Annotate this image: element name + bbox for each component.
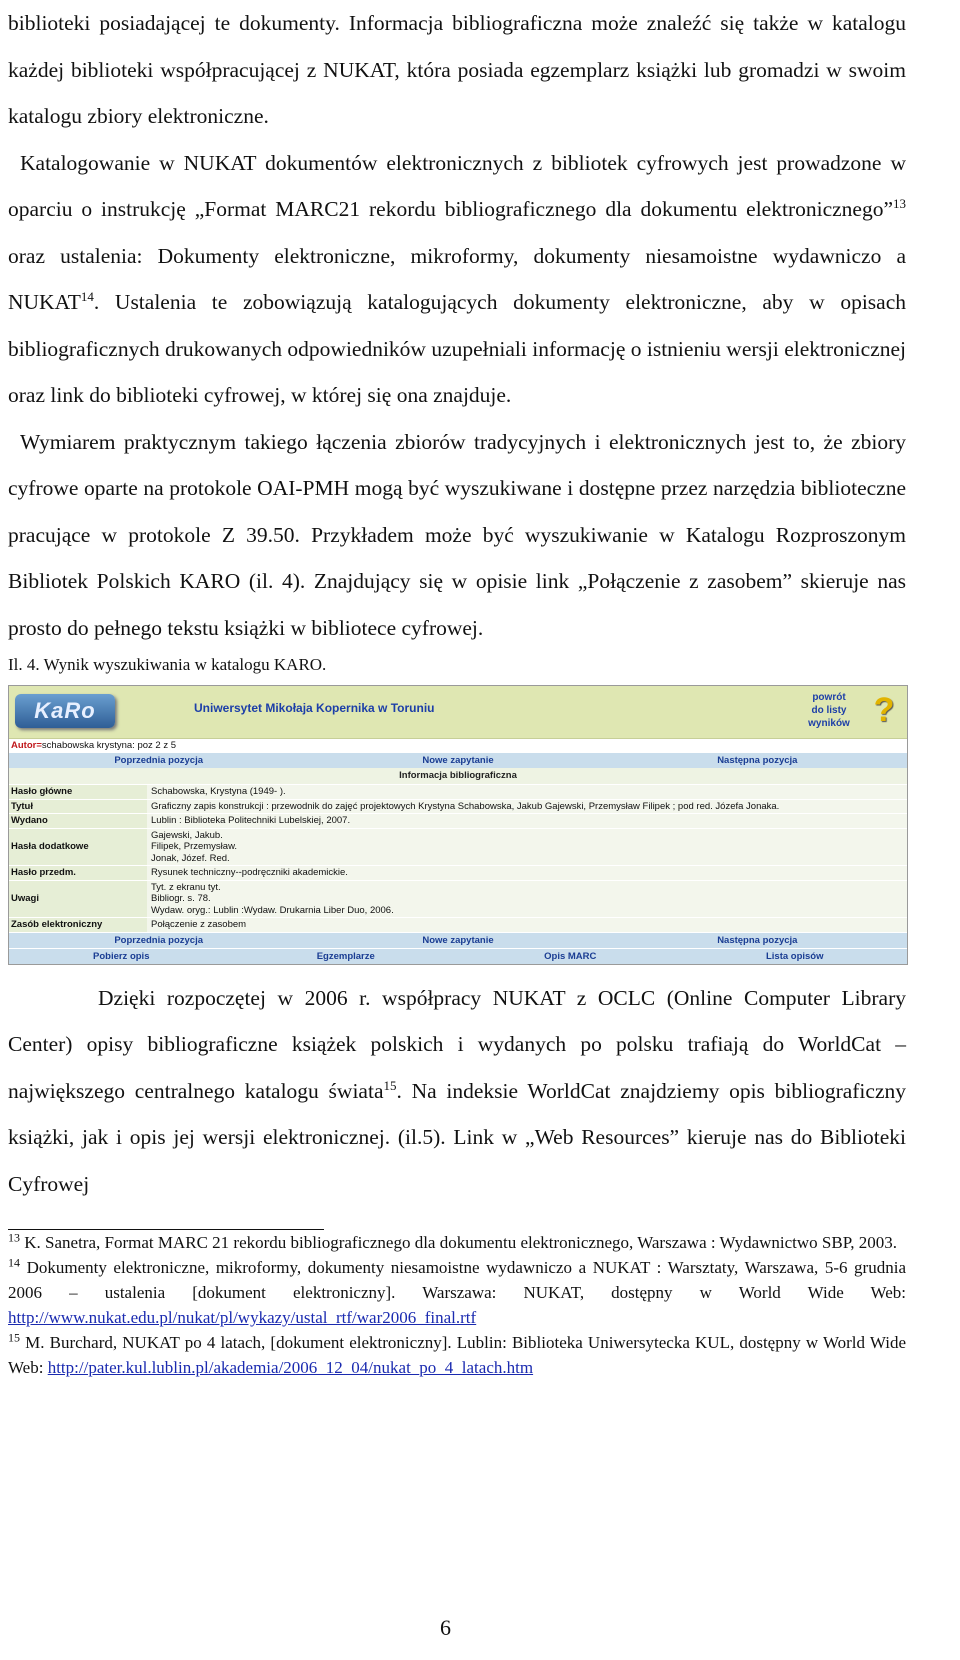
paragraph-1: biblioteki posiadającej te dokumenty. Informacja bibliograficzna może znaleźć się także w katalogu każdej biblioteki współpracującej z NUKAT, która posiada egzemplarz książki lub gromadzi w swoim katalogu zbiory elektroniczne. (8, 11, 906, 128)
paragraph-4: Dzięki rozpoczętej w 2006 r. współpracy NUKAT z OCLC (Online Computer Library Center) opisy bibliograficzne książek polskich i wydanych po polsku trafiają do WorldCat – największego centralnego katalogu świata$^{15}$. Na indeksie WorldCat znajdziemy opis bibliograficzny książki, jak i opis jej wersji elektronicznej. (il.5). Link w „Web Resources” kieruje nas do Biblioteki Cyfrowej (8, 985, 906, 1196)
karo-university-title: Uniwersytet Mikołaja Kopernika w Toruniu (194, 701, 435, 715)
record-field-line: Rysunek techniczny--podręczniki akademickie. (151, 867, 348, 878)
footnote-ref-14[interactable]: 14 (80, 288, 94, 304)
record-field-line: Połączenie z zasobem (151, 919, 247, 930)
record-field-value (147, 814, 907, 828)
record-field-label: Hasła dodatkowe (9, 829, 147, 866)
record-field-label: Zasób elektroniczny (9, 918, 147, 932)
paragraph-3: Wymiarem praktycznym takiego łączenia zbiorów tradycyjnych i elektronicznych jest to, że zbiory cyfrowe oparte na protokole OAI-PMH mogą być wyszukiwane i dostępne przez narzędzia biblioteczne pracujące w protokole Z 39.50. Przykładem może być wyszukiwanie w Katalogu Rozproszonym Bibliotek Polskich KARO (il. 4). Znajdujący się w opisie link „Połączenie z zasobem” skieruje nas prosto do pełnego tekstu książki w bibliotece cyfrowej. (8, 429, 906, 640)
record-field-value[interactable] (147, 918, 907, 932)
bibliographic-info-header: Informacja bibliograficzna (9, 768, 907, 784)
footnote-14-link[interactable]: http://www.nukat.edu.pl/nukat/pl/wykazy/ustal_rtf/war2006_final.rtf (8, 1308, 477, 1327)
record-field-value (147, 866, 907, 880)
copies-button[interactable]: Egzemplarze (316, 950, 375, 962)
page-number: 6 (440, 1615, 451, 1640)
footnote-15: $^{15}$ M. Burchard, NUKAT po 4 latach, [dokument elektroniczny]. Lublin: Biblioteka Uniwersytecka KUL, dostępny w World Wide Web: http://pater.kul.lublin.pl/akademia/2006_12_04/nukat_po_4_latach.htm (8, 1330, 906, 1377)
record-field-line: Bibliogr. s. 78. (151, 893, 211, 904)
footnote-14: $^{14}$ Dokumenty elektroniczne, mikroformy, dokumenty niesamoistne wydawniczo a NUKAT : Warsztaty, Warszawa, 5-6 grudnia 2006 – ustalenia [dokument elektroniczny]. Warszawa: NUKAT, dostępny w World Wide Web: http://www.nukat.edu.pl/nukat/pl/wykazy/ustal_rtf/war2006_final.rtf (8, 1255, 906, 1327)
new-query-link[interactable]: Nowe zapytanie (422, 755, 494, 766)
new-query-link-bottom[interactable]: Nowe zapytanie (422, 934, 494, 946)
marc-record-button[interactable]: Opis MARC (544, 950, 597, 962)
back-to-results-link[interactable]: powrót do listy wyników (808, 692, 850, 729)
karo-action-bar (9, 948, 907, 964)
record-row (9, 813, 907, 828)
record-field-label: Hasło główne (9, 785, 147, 799)
record-field-label: Hasło przedm. (9, 866, 147, 880)
help-icon[interactable]: ? (873, 691, 895, 729)
prev-record-link[interactable]: Poprzednia pozycja (114, 755, 203, 766)
document-page (8, 0, 906, 1380)
record-field-label: Tytuł (9, 800, 147, 814)
record-field-line: Wydaw. oryg.: Lublin :Wydaw. Drukarnia Liber Duo, 2006. (151, 904, 394, 916)
footnote-ref-13[interactable]: 13 (893, 195, 906, 211)
record-field-line: Tyt. z ekranu tyt. (151, 881, 221, 893)
record-field-value (147, 881, 907, 918)
record-field-line: Schabowska, Krystyna (1949- ). (151, 786, 286, 797)
query-summary: Autor=schabowska krystyna: poz 2 z 5 (9, 739, 907, 753)
record-row (9, 917, 907, 932)
record-row (9, 784, 907, 799)
figure-caption: Il. 4. Wynik wyszukiwania w katalogu KARO. (8, 655, 327, 674)
record-row (9, 828, 907, 866)
record-list-button[interactable]: Lista opisów (765, 950, 824, 962)
record-row (9, 880, 907, 918)
record-field-value (147, 785, 907, 799)
karo-bottom-nav (9, 932, 907, 948)
record-field-line: Jonak, Józef. Red. (151, 852, 230, 864)
karo-logo: KaRo (15, 694, 115, 728)
footnote-15-link[interactable]: http://pater.kul.lublin.pl/akademia/2006_12_04/nukat_po_4_latach.htm (47, 1358, 534, 1377)
record-field-value (147, 800, 907, 814)
record-field-line: Filipek, Przemysław. (151, 841, 238, 852)
karo-header (9, 686, 907, 739)
record-row (9, 865, 907, 880)
footnote-ref-15[interactable]: 15 (383, 1077, 397, 1093)
fetch-record-button[interactable]: Pobierz opis (93, 950, 150, 962)
karo-top-nav (9, 753, 907, 768)
record-field-line: Graficzny zapis konstrukcji : przewodnik do zajęć projektowych Krystyna Schabowska, Jakub Gajewski, Przemysław Filipek ; pod red. Józefa Jonaka. (151, 800, 780, 812)
paragraph-2: Katalogowanie w NUKAT dokumentów elektronicznych z bibliotek cyfrowych jest prowadzone w oparciu o instrukcję „Format MARC21 rekordu bibliograficznego dla dokumentu elektronicznego”$^{13}$ oraz ustalenia: Dokumenty elektroniczne, mikroformy, dokumenty niesamoistne wydawniczo a NUKAT$^{14}$. Ustalenia te zobowiązują katalogujących dokumenty elektroniczne, aby w opisach bibliograficznych drukowanych odpowiedników uzupełniali informację o istnieniu wersji elektronicznej oraz link do biblioteki cyfrowej, w której się ona znajduje. (8, 150, 906, 407)
record-field-value (147, 829, 907, 866)
footnote-13: $^{13}$ K. Sanetra, Format MARC 21 rekordu bibliograficznego dla dokumentu elektronicznego, Warszawa : Wydawnictwo SBP, 2003. (8, 1230, 898, 1252)
record-field-line: Gajewski, Jakub. (151, 829, 223, 841)
record-field-line: Lublin : Biblioteka Politechniki Lubelskiej, 2007. (151, 815, 351, 826)
record-field-label: Uwagi (9, 881, 147, 918)
prev-record-link-bottom[interactable]: Poprzednia pozycja (114, 934, 203, 946)
record-row (9, 799, 907, 814)
next-record-link[interactable]: Następna pozycja (717, 755, 798, 766)
record-field-label: Wydano (9, 814, 147, 828)
next-record-link-bottom[interactable]: Następna pozycja (717, 934, 798, 946)
bibliographic-record-table (9, 784, 907, 932)
karo-screenshot-figure (8, 685, 908, 965)
